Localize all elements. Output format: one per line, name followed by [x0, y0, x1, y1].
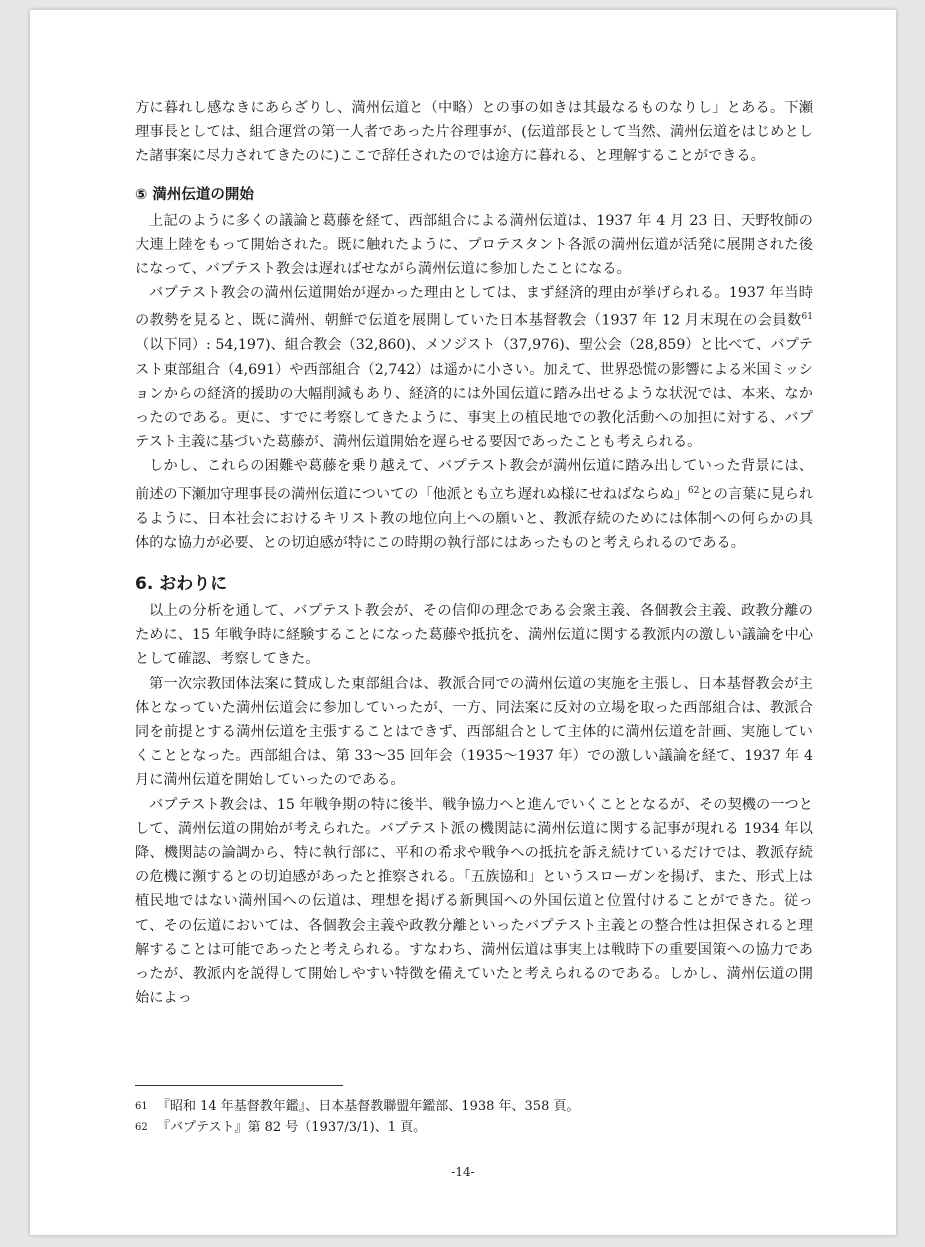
- footnote-ref: 62: [688, 485, 700, 496]
- footnote-divider: [135, 1085, 343, 1086]
- paragraph: バプテスト教会は、15 年戦争期の特に後半、戦争協力へと進んでいくこととなるが、その契機の一つとして、満州伝道の開始が考えられた。バプテスト派の機関誌に満州伝道に関する記事が現れる 1934 年以降、機関誌の論調から、特に執行部に、平和の希求や戦争への抵抗を訴え続けているだけでは、教派存続の危機に瀕するとの切迫感があったと推察される。「五族協和」というスローガンを揚げ、また、形式上は植民地ではない満州国への伝道は、理想を掲げる新興国への外国伝道と位置付けることができた。従って、その伝道においては、各個教会主義や政教分離といったバプテスト主義との整合性は担保されると理解することは可能であったと考えられる。すなわち、満州伝道は事実上は戦時下の重要国策への協力であったが、教派内を説得して開始しやすい特徴を備えていたと考えられるのである。しかし、満州伝道の開始によっ: [135, 796, 813, 1007]
- footnote-item: [135, 1096, 813, 1117]
- paragraph: 第一次宗教団体法案に賛成した東部組合は、教派合同での満州伝道の実施を主張し、日本基督教会が主体となっていた満州伝道会に参加していったが、一方、同法案に反対の立場を取った西部組合は、教派合同を前提とする満州伝道を主張することはできず、西部組合として主体的に満州伝道を計画、実施していくこととなった。西部組合は、第 33～35 回年会（1935～1937 年）での激しい議論を経て、1937 年 4 月に満州伝道を開始していったのである。: [135, 675, 813, 789]
- footnote-number: 61: [135, 1101, 148, 1112]
- paragraph: [135, 454, 813, 555]
- footnote-item: [135, 1117, 813, 1138]
- body-text: [135, 96, 813, 1010]
- paragraph-text: バプテスト教会の満州伝道開始が遅かった理由としては、まず経済的理由が挙げられる。1937 年当時の教勢を見ると、既に満州、朝鮮で伝道を展開していた日本基督教会（1937 年 12 月末現在の会員数: [135, 285, 813, 330]
- paragraph-text: しかし、これらの困難や葛藤を乗り越えて、バプテスト教会が満州伝道に踏み出していった背景には、前述の下瀬加守理事長の満州伝道についての「他派とも立ち遅れぬ様にせねばならぬ」: [135, 458, 813, 503]
- footnote-text: 『バプテスト』第 82 号（1937/3/1)、1 頁。: [157, 1120, 427, 1135]
- paragraph: 方に暮れし感なきにあらざりし、満州伝道と（中略）との事の如きは其最なるものなりし」とある。下瀬理事長としては、組合運営の第一人者であった片谷理事が、(伝道部長として当然、満州伝道をはじめとした諸事案に尽力されてきたのに)ここで辞任されたのでは途方に暮れる、と理解することができる。: [135, 100, 813, 165]
- chapter-heading: 6. おわりに: [135, 573, 228, 594]
- page-number: -14-: [451, 1165, 475, 1179]
- paragraph-text: （以下同）: 54,197)、組合教会（32,860)、メソジスト（37,976)、聖公会（28,859）と比べて、バプテスト東部組合（4,691）や西部組合（2,742）は遥かに小さい。加えて、世界恐慌の影響による米国ミッションからの経済的援助の大幅削減もあり、経済的には外国伝道に踏み出せるような状況では、本来、なかったのである。更に、すでに考察してきたように、事実上の植民地での教化活動への加担に対する、バプテスト主義に基づいた葛藤が、満州伝道開始を遅らせる要因であったことも考えられる。: [135, 337, 813, 451]
- footnote-ref: 61: [801, 312, 813, 323]
- section-heading: ⑤ 満州伝道の開始: [135, 186, 254, 203]
- paragraph-text: との言葉に見られるように、日本社会におけるキリスト教の地位向上への願いと、教派存続のためには体制への何らかの具体的な協力が必要、との切迫感が特にこの時期の執行部にはあったものと考えられるのである。: [135, 486, 814, 551]
- paragraph: 上記のように多くの議論と葛藤を経て、西部組合による満州伝道は、1937 年 4 月 23 日、天野牧師の大連上陸をもって開始された。既に触れたように、プロテスタント各派の満州伝道が活発に展開された後になって、バプテスト教会は遅ればせながら満州伝道に参加したことになる。: [135, 212, 813, 278]
- footnote-number: 62: [135, 1122, 148, 1133]
- paragraph: 以上の分析を通して、バプテスト教会が、その信仰の理念である会衆主義、各個教会主義、政教分離のために、15 年戦争時に経験することになった葛藤や抵抗を、満州伝道に関する教派内の激しい議論を中心として確認、考察してきた。: [135, 602, 813, 668]
- footnotes: [135, 1085, 813, 1138]
- footnote-text: 『昭和 14 年基督教年鑑』、日本基督教聯盟年鑑部、1938 年、358 頁。: [157, 1099, 580, 1114]
- document-page: [30, 10, 896, 1235]
- paragraph: [135, 281, 813, 454]
